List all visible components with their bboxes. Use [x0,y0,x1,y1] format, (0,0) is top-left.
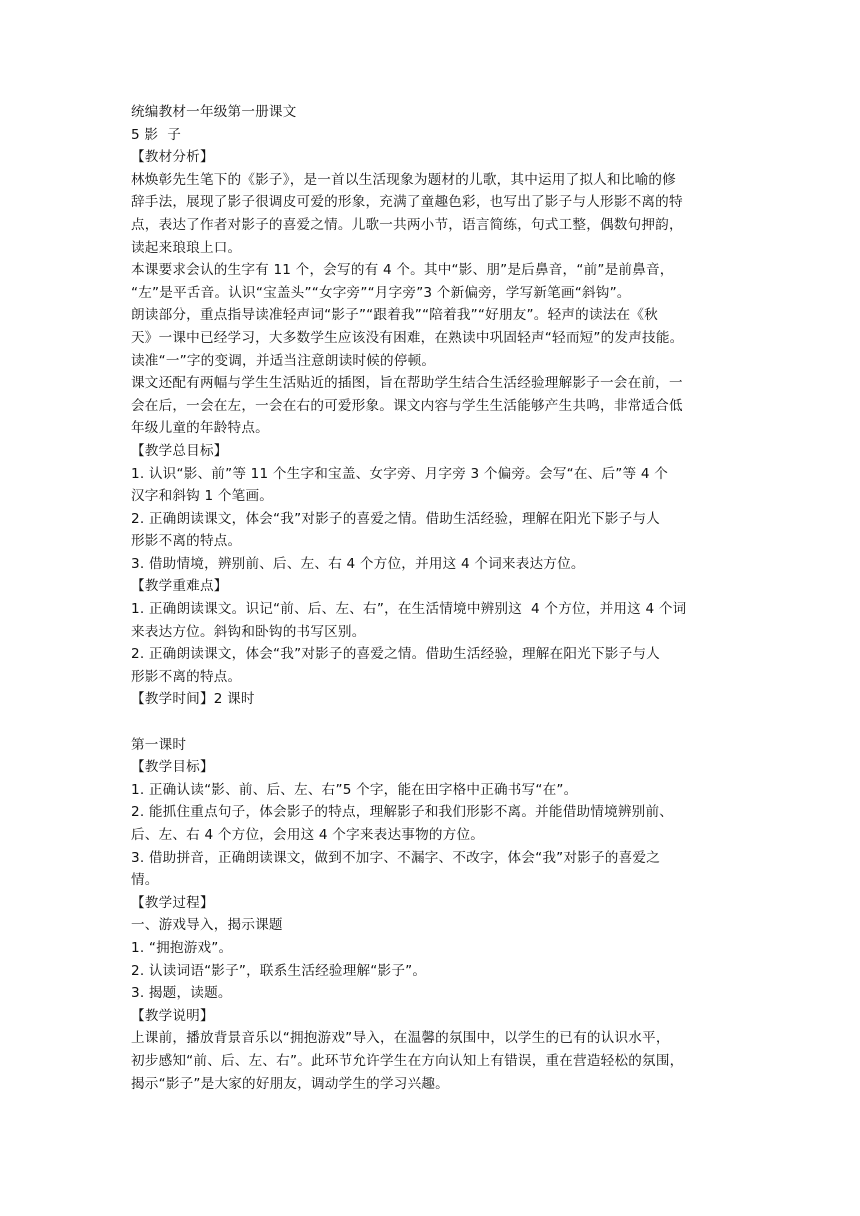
paragraph-line: 本课要求会认的生字有 11 个，会写的有 4 个。其中“影、朋”是后鼻音，“前”是前鼻音， [131,262,674,279]
paragraph-line: 1. 正确认读“影、前、后、左、右”5 个字，能在田字格中正确书写“在”。 [131,781,578,798]
paragraph-line: 2. 认读词语“影子”，联系生活经验理解“影子”。 [131,962,427,979]
paragraph-line: 3. 揭题，读题。 [131,985,232,1002]
section-heading: 第一课时 [131,736,187,753]
paragraph-line: 1. 正确朗读课文。识记“前、后、左、右”，在生活情境中辨别这 4 个方位，并用这 4 个词 [131,601,687,618]
document-section [131,440,731,576]
document-header: 统编教材一年级第一册课文 [131,104,297,120]
paragraph-line: 3. 借助拼音，正确朗读课文，做到不加字、不漏字、不改字，体会“我”对影子的喜爱之 [131,849,660,866]
document-section [131,756,731,892]
section-heading: 【教学时间】2 课时 [131,691,255,708]
paragraph-line: 后、左、右 4 个方位，会用这 4 个字来表达事物的方位。 [131,827,485,843]
document-sections [131,146,731,1095]
paragraph-line: 课文还配有两幅与学生生活贴近的插图，旨在帮助学生结合生活经验理解影子一会在前，一 [131,375,683,392]
section-heading: 【教学过程】 [131,894,214,911]
paragraph-line: 会在后，一会在左，一会在右的可爱形象。课文内容与学生生活能够产生共鸣，非常适合低 [131,397,683,414]
paragraph-line: 2. 正确朗读课文，体会“我”对影子的喜爱之情。借助生活经验，理解在阳光下影子与人 [131,646,660,663]
paragraph-line: 读起来琅琅上口。 [131,239,242,256]
document-section [131,688,731,733]
paragraph-line: 天》一课中已经学习，大多数学生应该没有困难，在熟读中巩固轻声“轻而短”的发声技能。 [131,329,684,346]
paragraph-line: 点，表达了作者对影子的喜爱之情。儿歌一共两小节，语言简练，句式工整，偶数句押韵， [131,216,683,233]
section-heading: 【教学重难点】 [131,578,228,595]
paragraph-line: 一、游戏导入，揭示课题 [131,917,283,934]
document-section [131,892,731,1005]
paragraph-line: 情。 [131,872,159,889]
paragraph-line: 林焕彰先生笔下的《影子》，是一首以生活现象为题材的儿歌，其中运用了拟人和比喻的修 [131,171,676,188]
section-heading: 【教学目标】 [131,759,214,776]
paragraph-line: 3. 借助情境，辨别前、后、左、右 4 个方位，并用这 4 个词来表达方位。 [131,555,585,572]
lesson-title: 5 影 子 [131,126,181,143]
paragraph-line: 读准“一”字的变调，并适当注意朗读时候的停顿。 [131,352,436,369]
paragraph-line: “左”是平舌音。认识“宝盖头”“女字旁”“月字旁”3 个新偏旁，学写新笔画“斜钩”。 [131,284,631,301]
paragraph-line: 初步感知“前、后、左、右”。此环节允许学生在方向认知上有错误，重在营造轻松的氛围， [131,1052,684,1069]
paragraph-line: 形影不离的特点。 [131,533,242,550]
paragraph-line: 汉字和斜钩 1 个笔画。 [131,488,274,505]
section-heading: 【教学说明】 [131,1007,214,1024]
paragraph-line: 揭示“影子”是大家的好朋友，调动学生的学习兴趣。 [131,1075,449,1092]
paragraph-line: 年级儿童的年龄特点。 [131,420,269,437]
paragraph-line: 朗读部分，重点指导读准轻声词“影子”“跟着我”“陪着我”“好朋友”。轻声的读法在《秋 [131,307,658,324]
paragraph-line: 辞手法，展现了影子很调皮可爱的形象，充满了童趣色彩，也写出了影子与人形影不离的特 [131,194,683,211]
blank-line [131,711,731,734]
document-body [131,101,731,1095]
paragraph-line: 来表达方位。斜钩和卧钩的书写区别。 [131,623,366,640]
paragraph-line: 2. 能抓住重点句子，体会影子的特点，理解影子和我们形影不离。并能借助情境辨别前、 [131,804,674,821]
paragraph-line: 2. 正确朗读课文，体会“我”对影子的喜爱之情。借助生活经验，理解在阳光下影子与人 [131,510,660,527]
section-heading: 【教材分析】 [131,149,214,166]
paragraph-line: 1. “拥抱游戏”。 [131,939,233,956]
document-section [131,575,731,688]
paragraph-line: 上课前，播放背景音乐以“拥抱游戏”导入，在温馨的氛围中，以学生的已有的认识水平， [131,1030,670,1047]
document-section [131,146,731,440]
document-section [131,1005,731,1095]
document-section [131,734,731,757]
section-heading: 【教学总目标】 [131,442,228,459]
paragraph-line: 形影不离的特点。 [131,668,242,685]
paragraph-line: 1. 认识“影、前”等 11 个生字和宝盖、女字旁、月字旁 3 个偏旁。会写“在、后”等 4 个 [131,465,668,482]
